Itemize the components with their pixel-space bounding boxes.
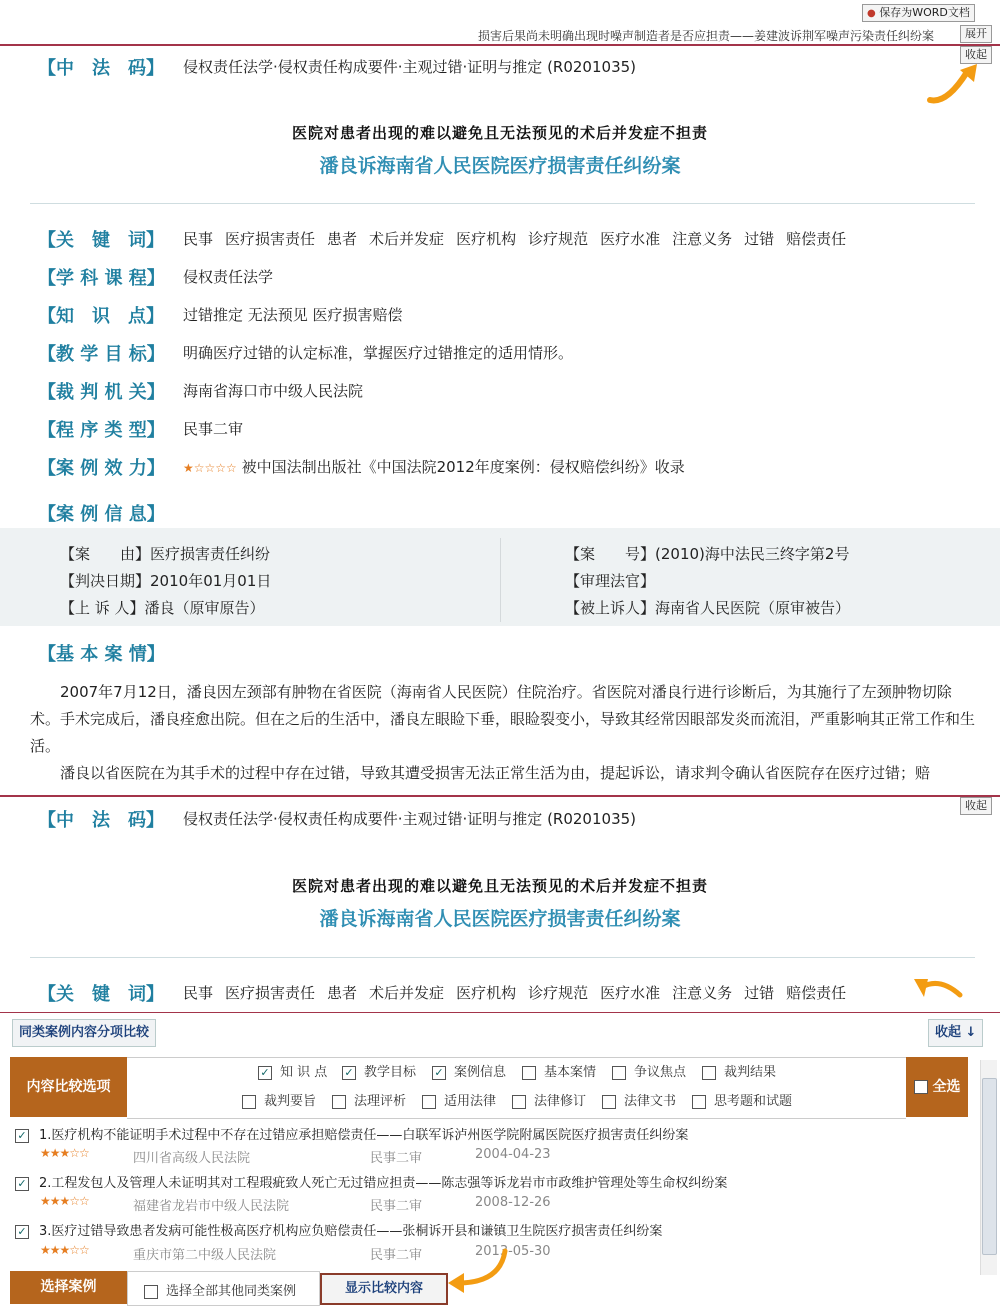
keyword[interactable]: 术后并发症 bbox=[369, 230, 445, 248]
code-label: 【中 法 码】 bbox=[38, 58, 164, 79]
court-value: 海南省海口市中级人民法院 bbox=[183, 382, 364, 400]
case-checkbox[interactable]: ✓ bbox=[15, 1177, 29, 1191]
keyword[interactable]: 患者 bbox=[327, 984, 358, 1002]
curved-arrow-icon bbox=[922, 62, 982, 112]
option-facts[interactable]: 基本案情 bbox=[522, 1061, 596, 1080]
info-label: 【案 例 信 息】 bbox=[38, 504, 165, 525]
related-case-link[interactable]: 损害后果尚未明确出现时噪声制造者是否应担责——姜建波诉荆军噪声污染责任纠纷案 bbox=[478, 29, 935, 43]
points-label: 【知 识 点】 bbox=[38, 306, 164, 327]
keyword[interactable]: 医疗损害责任 bbox=[225, 984, 316, 1002]
case-facts: 2007年7月12日，潘良因左颈部有肿物在省医院（海南省人民医院）住院治疗。省医院对潘良行进行诊断后，为其施行了左颈肿物切除术。手术完成后，潘良痊愈出院。但在之后的生活中，潘良左眼睑下垂，眼睑裂变小，导致其经常因眼部发炎而流泪，严重影响其正常工作和生活。 潘良以省医院在为其手术的过程中存在过错，导致其遭受损害无法正常生活为由，提起诉讼，请求判令确认省医院存在医疗过错；赔 bbox=[30, 683, 975, 782]
option-law[interactable]: 适用法律 bbox=[422, 1090, 496, 1109]
option-points[interactable]: ✓ 知 识 点 bbox=[258, 1061, 327, 1080]
option-questions[interactable]: 思考题和试题 bbox=[692, 1090, 792, 1109]
effect-value: ★☆☆☆☆ 被中国法制出版社《中国法院2012年度案例：侵权赔偿纠纷》收录 bbox=[183, 458, 685, 476]
keyword[interactable]: 医疗损害责任 bbox=[225, 230, 316, 248]
list-item[interactable]: ✓ 1.医疗机构不能证明手术过程中不存在过错应承担赔偿责任——白联军诉泸州医学院附属医院医疗损害责任纠纷案 bbox=[15, 1124, 688, 1143]
date-row: 【判决日期】2010年01月01日 bbox=[60, 572, 272, 590]
case-title: 潘良诉海南省人民医院医疗损害责任纠纷案 bbox=[319, 155, 681, 177]
keyword[interactable]: 民事 bbox=[183, 984, 214, 1002]
case-title: 潘良诉海南省人民医院医疗损害责任纠纷案 bbox=[319, 908, 681, 930]
case-checkbox[interactable]: ✓ bbox=[15, 1225, 29, 1239]
keyword[interactable]: 民事 bbox=[183, 230, 214, 248]
save-word-button[interactable]: ● 保存为WORD文档 bbox=[862, 4, 975, 22]
keyword[interactable]: 患者 bbox=[327, 230, 358, 248]
option-amend[interactable]: 法律修订 bbox=[512, 1090, 586, 1109]
points-value: 过错推定 无法预见 医疗损害赔偿 bbox=[183, 306, 403, 324]
show-compare-button[interactable]: 显示比较内容 bbox=[320, 1273, 448, 1305]
option-goal[interactable]: ✓ 教学目标 bbox=[342, 1061, 416, 1080]
basic-label: 【基 本 案 情】 bbox=[38, 644, 165, 665]
select-all-toggle[interactable]: 全选 bbox=[906, 1057, 968, 1117]
course-value: 侵权责任法学 bbox=[183, 268, 274, 286]
keywords-label: 【关 键 词】 bbox=[38, 984, 164, 1005]
case-meta: ★★★☆☆ bbox=[40, 1146, 89, 1160]
case-headline: 医院对患者出现的难以避免且无法预见的术后并发症不担责 bbox=[291, 124, 708, 142]
select-others-area bbox=[127, 1271, 320, 1306]
code-value: 侵权责任法学·侵权责任构成要件·主观过错·证明与推定 (R0201035) bbox=[183, 810, 637, 828]
goal-value: 明确医疗过错的认定标准，掌握医疗过错推定的适用情形。 bbox=[183, 344, 574, 362]
select-others-option[interactable]: 选择全部其他同类案例 bbox=[144, 1280, 296, 1299]
curved-arrow-icon bbox=[440, 1245, 520, 1295]
keyword[interactable]: 赔偿责任 bbox=[786, 984, 847, 1002]
option-analysis[interactable]: 法理评析 bbox=[332, 1090, 406, 1109]
keyword[interactable]: 医疗水准 bbox=[600, 230, 661, 248]
option-docs[interactable]: 法律文书 bbox=[602, 1090, 676, 1109]
procedure-label: 【程 序 类 型】 bbox=[38, 420, 165, 441]
keyword[interactable]: 赔偿责任 bbox=[786, 230, 847, 248]
compare-collapse-button[interactable]: 收起 ↓ bbox=[928, 1019, 983, 1047]
keyword[interactable]: 过错 bbox=[744, 230, 775, 248]
course-label: 【学 科 课 程】 bbox=[38, 268, 165, 289]
option-info[interactable]: ✓ 案例信息 bbox=[432, 1061, 506, 1080]
code-label: 【中 法 码】 bbox=[38, 810, 164, 831]
scrollbar[interactable] bbox=[980, 1060, 997, 1275]
list-item[interactable]: ✓ 3.医疗过错导致患者发病可能性极高医疗机构应负赔偿责任——张桐诉开县和谦镇卫生院医疗损害责任纠纷案 bbox=[15, 1220, 662, 1239]
options-area bbox=[127, 1057, 906, 1119]
cause-row: 【案 由】医疗损害责任纠纷 bbox=[60, 545, 271, 563]
divider bbox=[0, 44, 1000, 46]
word-icon: ● bbox=[867, 8, 876, 19]
list-item[interactable]: ✓ 2.工程发包人及管理人未证明其对工程瑕疵致人死亡无过错应担责——陈志强等诉龙岩市市政维护管理处等生命权纠纷案 bbox=[15, 1172, 727, 1191]
court-label: 【裁 判 机 关】 bbox=[38, 382, 165, 403]
keyword[interactable]: 医疗水准 bbox=[600, 984, 661, 1002]
option-gist[interactable]: 裁判要旨 bbox=[242, 1090, 316, 1109]
goal-label: 【教 学 目 标】 bbox=[38, 344, 165, 365]
procedure-value: 民事二审 bbox=[183, 420, 244, 438]
keywords-list bbox=[183, 228, 858, 249]
rating-stars: ★☆☆☆☆ bbox=[183, 461, 237, 475]
scrollbar-thumb[interactable] bbox=[982, 1078, 997, 1255]
case-checkbox[interactable]: ✓ bbox=[15, 1129, 29, 1143]
case-headline: 医院对患者出现的难以避免且无法预见的术后并发症不担责 bbox=[291, 877, 708, 895]
option-dispute[interactable]: 争议焦点 bbox=[612, 1061, 686, 1080]
judge-row: 【审理法官】 bbox=[565, 572, 656, 590]
keyword[interactable]: 注意义务 bbox=[672, 230, 733, 248]
code-value: 侵权责任法学·侵权责任构成要件·主观过错·证明与推定 (R0201035) bbox=[183, 58, 637, 76]
effect-label: 【案 例 效 力】 bbox=[38, 458, 165, 479]
collapse-button-2[interactable]: 收起 bbox=[960, 797, 992, 815]
keyword[interactable]: 医疗机构 bbox=[456, 984, 517, 1002]
select-case-label: 选择案例 bbox=[10, 1271, 127, 1304]
keyword[interactable]: 术后并发症 bbox=[369, 984, 445, 1002]
options-label: 内容比较选项 bbox=[10, 1057, 127, 1117]
option-result[interactable]: 裁判结果 bbox=[702, 1061, 776, 1080]
number-row: 【案 号】(2010)海中法民三终字第2号 bbox=[565, 545, 850, 563]
keywords-label: 【关 键 词】 bbox=[38, 230, 164, 251]
appellee-row: 【被上诉人】海南省人民医院（原审被告） bbox=[565, 599, 851, 617]
keyword[interactable]: 诊疗规范 bbox=[528, 984, 589, 1002]
select-all-checkbox[interactable] bbox=[914, 1080, 928, 1094]
keyword[interactable]: 过错 bbox=[744, 984, 775, 1002]
appellant-row: 【上 诉 人】潘良（原审原告） bbox=[60, 599, 265, 617]
keyword[interactable]: 注意义务 bbox=[672, 984, 733, 1002]
expand-button[interactable]: 展开 bbox=[960, 25, 992, 43]
collapse-button[interactable]: 收起 bbox=[960, 46, 992, 64]
keywords-list bbox=[183, 982, 858, 1003]
keyword[interactable]: 诊疗规范 bbox=[528, 230, 589, 248]
compare-title-button[interactable]: 同类案例内容分项比较 bbox=[12, 1019, 156, 1047]
keyword[interactable]: 医疗机构 bbox=[456, 230, 517, 248]
